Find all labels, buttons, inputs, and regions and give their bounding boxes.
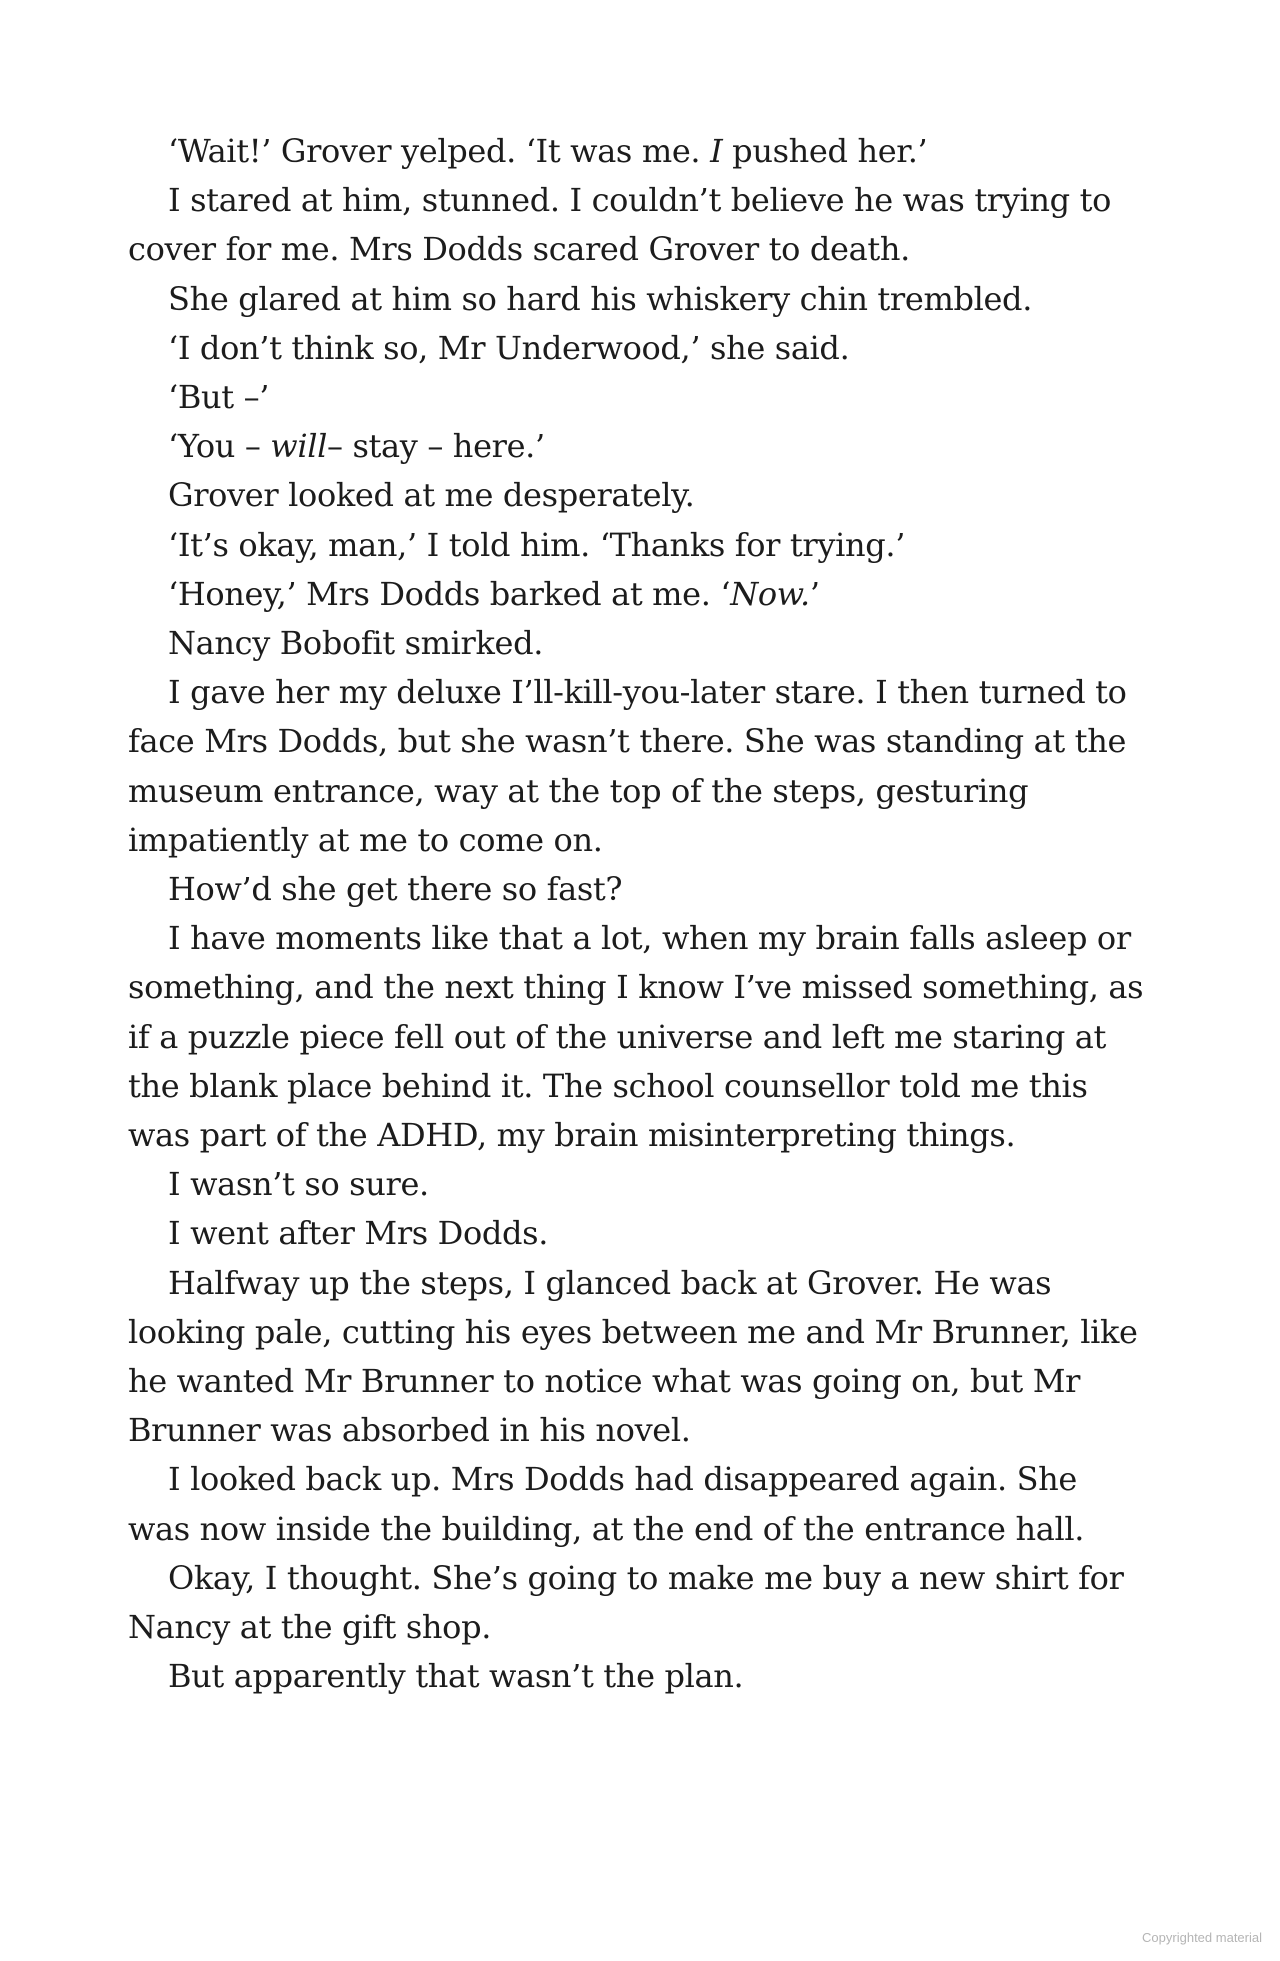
- text-run: ‘Honey,’ Mrs Dodds barked at me. ‘: [168, 574, 731, 613]
- text-run: I wasn’t so sure.: [168, 1165, 429, 1204]
- text-run: ‘But –’: [168, 378, 270, 417]
- paragraph: [128, 1259, 1148, 1456]
- text-run: I gave her my deluxe I’ll-kill-you-later stare. I then turned to face Mrs Dodds, but she wasn’t there. She was standing at the museum entrance, way at the top of the steps, gesturing impatiently at me to come on.: [128, 673, 1127, 859]
- paragraph: [128, 619, 1148, 668]
- italic-run: Now.: [730, 574, 810, 613]
- text-run: Okay, I thought. She’s going to make me buy a new shirt for Nancy at the gift shop.: [128, 1558, 1124, 1647]
- paragraph: [128, 422, 1148, 471]
- paragraph: [128, 668, 1148, 865]
- paragraph: [128, 914, 1148, 1160]
- paragraph: [128, 1652, 1148, 1701]
- text-run: Grover looked at me desperately.: [168, 476, 695, 515]
- paragraph: [128, 471, 1148, 520]
- italic-run: will: [270, 427, 327, 466]
- text-run: But apparently that wasn’t the plan.: [168, 1657, 744, 1696]
- paragraph: [128, 324, 1148, 373]
- text-run: How’d she get there so fast?: [168, 870, 623, 909]
- text-run: ’: [809, 574, 820, 613]
- text-run: I went after Mrs Dodds.: [168, 1214, 549, 1253]
- text-run: ‘It’s okay, man,’ I told him. ‘Thanks for trying.’: [168, 525, 906, 564]
- paragraph: [128, 1160, 1148, 1209]
- paragraph: [128, 570, 1148, 619]
- paragraph: [128, 521, 1148, 570]
- paragraph: [128, 1209, 1148, 1258]
- text-run: – stay – here.’: [327, 427, 545, 466]
- text-run: I have moments like that a lot, when my brain falls asleep or something, and the next thing I know I’ve missed something, as if a puzzle piece fell out of the universe and left me staring at the blank place behind it. The school counsellor told me this was part of the ADHD, my brain misinterpreting things.: [128, 919, 1144, 1155]
- paragraph: [128, 865, 1148, 914]
- text-run: I stared at him, stunned. I couldn’t believe he was trying to cover for me. Mrs Dodds scared Grover to death.: [128, 181, 1112, 269]
- paragraph: [128, 275, 1148, 324]
- text-run: ‘Wait!’ Grover yelped. ‘It was me.: [168, 132, 711, 170]
- text-run: Halfway up the steps, I glanced back at Grover. He was looking pale, cutting his eyes between me and Mr Brunner, like he wanted Mr Brunner to notice what was going on, but Mr Brunner was absorbed in his novel.: [128, 1263, 1138, 1450]
- italic-run: I: [710, 132, 723, 170]
- text-run: ‘I don’t think so, Mr Underwood,’ she said.: [168, 328, 850, 367]
- body-text: [128, 127, 1148, 1702]
- paragraph: [128, 176, 1148, 274]
- paragraph: [128, 127, 1148, 176]
- paragraph: [128, 373, 1148, 422]
- text-run: I looked back up. Mrs Dodds had disappeared again. She was now inside the building, at the end of the entrance hall.: [128, 1460, 1085, 1548]
- text-run: ‘You –: [168, 427, 271, 466]
- paragraph: [128, 1455, 1148, 1553]
- paragraph: [128, 1554, 1148, 1652]
- text-run: pushed her.’: [722, 132, 928, 170]
- copyright-watermark: Copyrighted material: [1142, 1930, 1262, 1945]
- text-run: Nancy Bobofit smirked.: [168, 624, 544, 663]
- text-run: She glared at him so hard his whiskery chin trembled.: [168, 279, 1033, 318]
